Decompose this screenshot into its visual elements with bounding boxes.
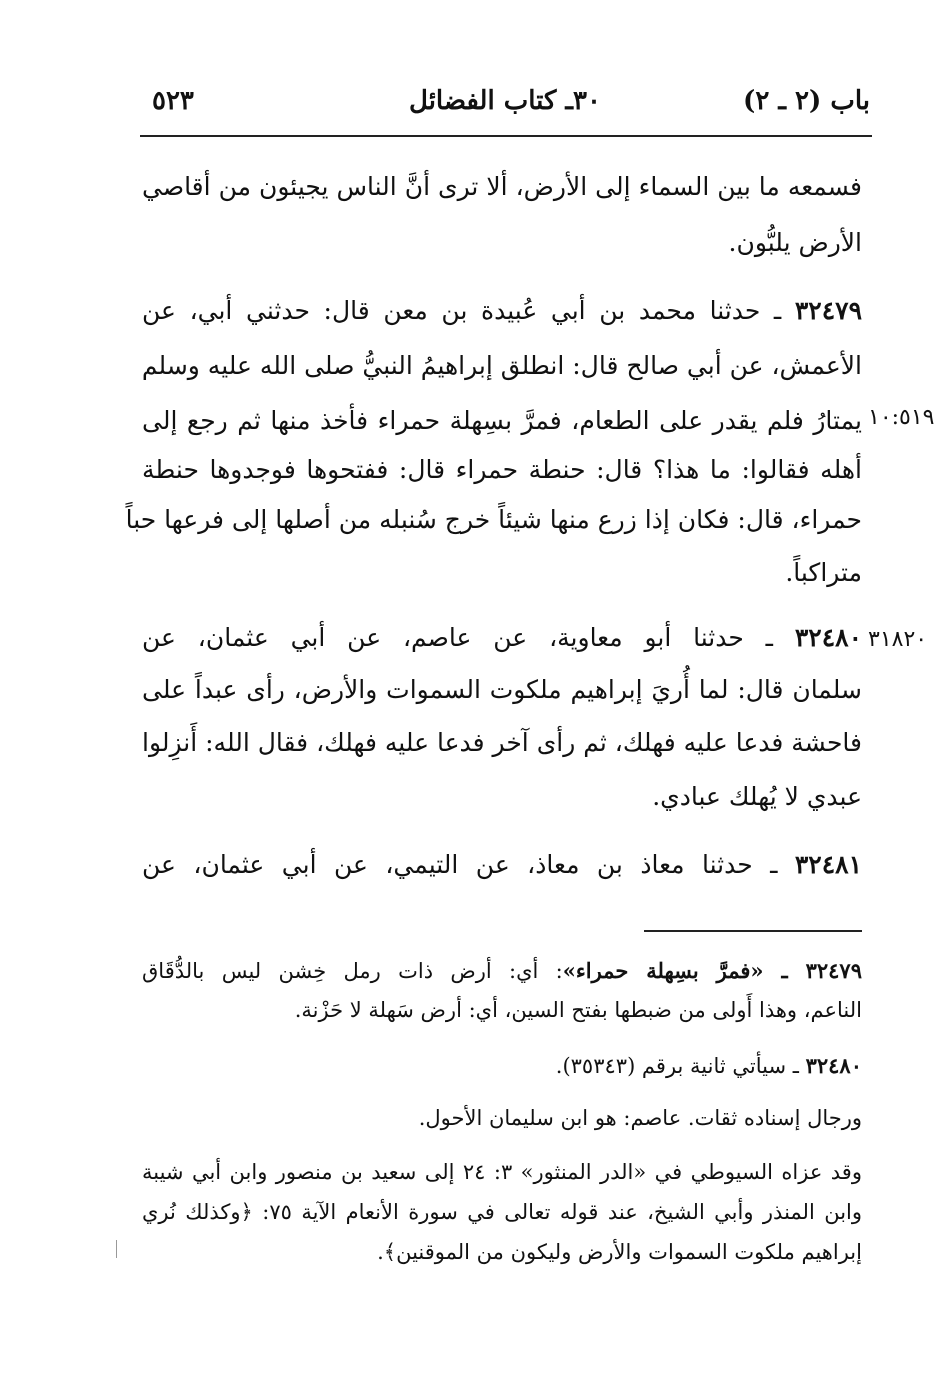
body-line: حمراء، قال: فكان إذا زرع منها شيئاً خرج سُنبله من أصلها إلى فرعها حباً xyxy=(125,505,862,534)
margin-reference: ٣١٨٢٠ xyxy=(868,627,928,652)
footnote-line: إبراهيم ملكوت السموات والأرض وليكون من الموقنين﴾. xyxy=(377,1240,862,1264)
footnote-head: ٣٢٤٨٠ xyxy=(805,1053,862,1078)
hadith-first-line xyxy=(142,623,862,652)
page-header xyxy=(140,80,870,130)
hadith-text: ـ حدثنا أبو معاوية، عن عاصم، عن أبي عثمان، عن xyxy=(142,623,795,652)
scan-mark xyxy=(116,1240,117,1258)
body-line: يمتارُ فلم يقدر على الطعام، فمرَّ بسِهلة حمراء فأخذ منها ثم رجع إلى xyxy=(142,406,862,435)
hadith-text: ـ حدثنا معاذ بن معاذ، عن التيمي، عن أبي عثمان، عن xyxy=(142,850,795,879)
hadith-number: ٣٢٤٨٠ xyxy=(794,623,862,652)
body-line: الأعمش، عن أبي صالح قال: انطلق إبراهيمُ النبيُّ صلى الله عليه وسلم xyxy=(141,351,862,380)
book-title: ٣٠ـ كتاب الفضائل xyxy=(409,86,601,116)
margin-reference: ١٠:٥١٩ xyxy=(868,405,935,430)
footnote-rule xyxy=(644,930,862,932)
body-line: أهله فقالوا: ما هذا؟ قال: حنطة حمراء قال: ففتحوها فوجدوها حنطة xyxy=(142,455,862,484)
footnote-line: ورجال إسناده ثقات. عاصم: هو ابن سليمان الأحول. xyxy=(418,1106,862,1130)
footnote-line: الناعم، وهذا أَولى من ضبطها بفتح السين، أي: أرض سَهلة لا حَزْنة. xyxy=(294,998,862,1022)
hadith-number: ٣٢٤٨١ xyxy=(794,850,862,879)
page-number: ٥٢٣ xyxy=(152,86,194,116)
body-line: الأرض يلبُّون. xyxy=(728,228,862,257)
body-line: متراكباً. xyxy=(785,558,862,587)
chapter-heading: باب (٢ ـ ٢) xyxy=(743,86,870,116)
footnote-line: وقد عزاه السيوطي في «الدر المنثور» ٣: ٢٤ إلى سعيد بن منصور وابن أبي شيبة xyxy=(142,1160,862,1184)
body-line: عبدي لا يُهلك عبادي. xyxy=(652,782,862,811)
hadith-first-line xyxy=(142,296,862,325)
footnote-text: ـ سيأتي ثانية برقم (٣٥٣٤٣). xyxy=(555,1054,806,1078)
footnote-line xyxy=(556,1053,862,1078)
hadith-number: ٣٢٤٧٩ xyxy=(794,296,862,325)
body-line: سلمان قال: لما أُريَ إبراهيم ملكوت السموات والأرض، رأى عبداً على xyxy=(142,675,862,704)
hadith-first-line xyxy=(142,850,862,879)
header-rule xyxy=(140,135,872,137)
footnote-text: : أي: أرض ذات رمل خِشن ليس بالدُّقَاق xyxy=(142,959,563,983)
hadith-text: ـ حدثنا محمد بن أبي عُبيدة بن معن قال: حدثني أبي، عن xyxy=(142,296,795,325)
body-line: فسمعه ما بين السماء إلى الأرض، ألا ترى أنَّ الناس يجيئون من أقاصي xyxy=(142,172,862,201)
footnote-head: ٣٢٤٧٩ ـ «فمرَّ بسِهلة حمراء» xyxy=(562,958,862,983)
footnote-line xyxy=(142,958,862,983)
footnote-line: وابن المنذر وأبي الشيخ، عند قوله تعالى في سورة الأنعام الآية ٧٥: ﴿وكذلك نُري xyxy=(142,1200,863,1224)
body-line: فاحشة فدعا عليه فهلك، ثم رأى آخر فدعا عليه فهلك، فقال الله: أَنزِلوا xyxy=(142,728,862,757)
